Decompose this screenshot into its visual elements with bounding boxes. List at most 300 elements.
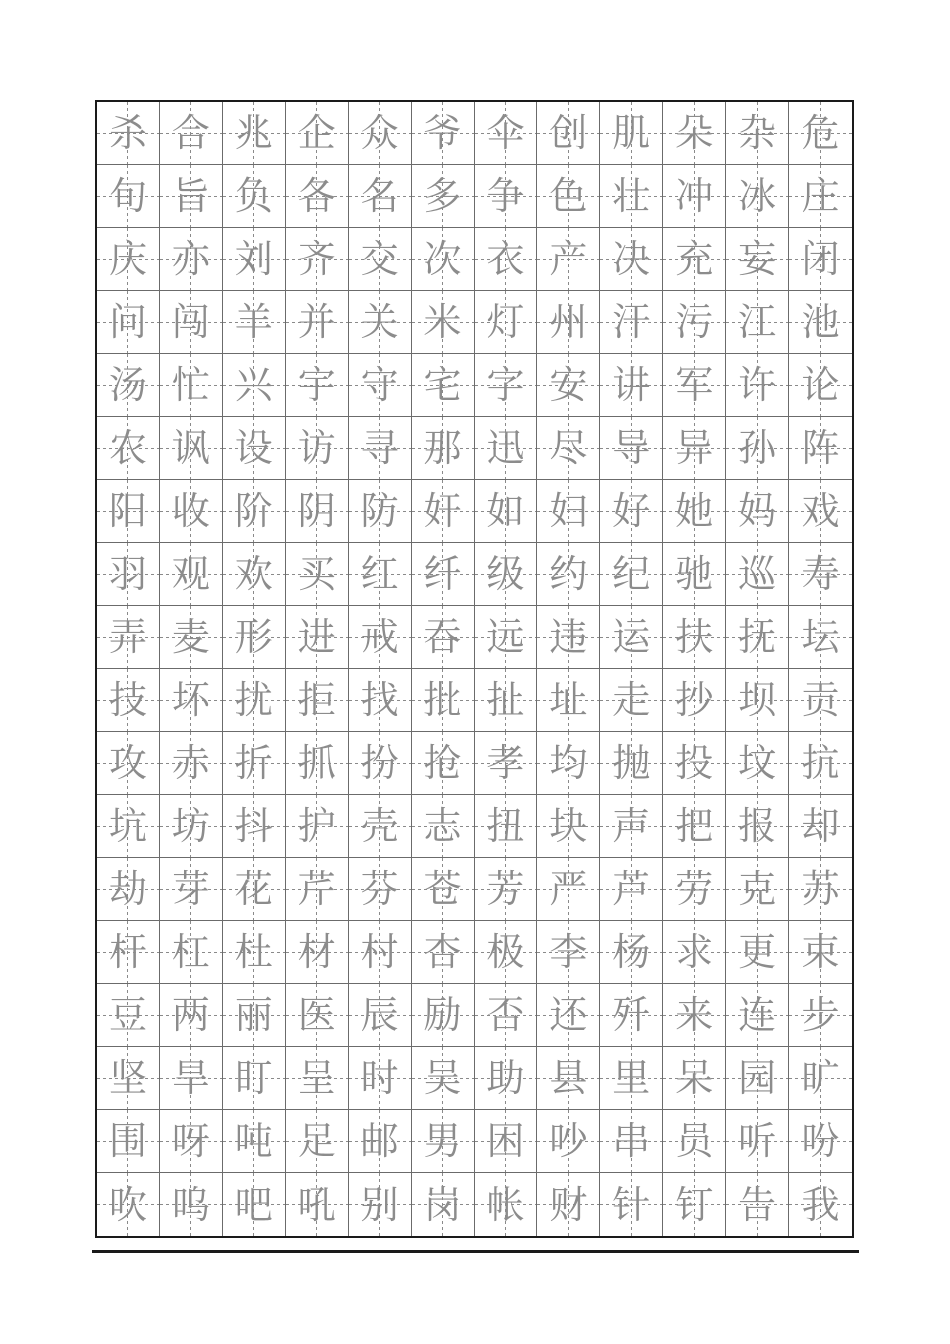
tracing-character: 设 bbox=[234, 426, 273, 470]
grid-cell bbox=[789, 732, 852, 795]
tracing-character: 驰 bbox=[675, 552, 714, 596]
grid-cell bbox=[663, 984, 726, 1047]
tracing-character: 扭 bbox=[486, 804, 525, 848]
grid-cell bbox=[412, 291, 475, 354]
grid-cell bbox=[663, 1173, 726, 1236]
tracing-character: 抖 bbox=[234, 804, 273, 848]
tracing-character: 坏 bbox=[171, 678, 210, 722]
tracing-character: 庆 bbox=[108, 237, 147, 281]
tracing-character: 池 bbox=[801, 300, 840, 344]
tracing-character: 钉 bbox=[675, 1182, 714, 1227]
grid-cell bbox=[600, 858, 663, 921]
grid-cell bbox=[663, 480, 726, 543]
tracing-character: 名 bbox=[360, 174, 399, 218]
tracing-character: 违 bbox=[549, 615, 588, 659]
grid-cell bbox=[663, 921, 726, 984]
tracing-character: 园 bbox=[738, 1056, 777, 1100]
grid-cell bbox=[412, 480, 475, 543]
tracing-character: 抚 bbox=[738, 615, 777, 659]
grid-cell bbox=[412, 165, 475, 228]
grid-cell bbox=[663, 606, 726, 669]
grid-cell bbox=[286, 291, 349, 354]
grid-cell bbox=[600, 732, 663, 795]
grid-cell bbox=[286, 354, 349, 417]
tracing-character: 苍 bbox=[423, 867, 462, 911]
grid-cell bbox=[475, 480, 538, 543]
grid-cell bbox=[475, 1110, 538, 1173]
grid-cell bbox=[475, 102, 538, 165]
grid-cell bbox=[223, 1110, 286, 1173]
grid-cell bbox=[349, 102, 412, 165]
tracing-character: 找 bbox=[360, 678, 399, 722]
tracing-character: 远 bbox=[486, 615, 525, 659]
tracing-character: 呈 bbox=[297, 1056, 336, 1100]
grid-cell bbox=[160, 858, 223, 921]
tracing-character: 创 bbox=[549, 111, 588, 155]
grid-cell bbox=[789, 1047, 852, 1110]
grid-cell bbox=[475, 984, 538, 1047]
grid-cell bbox=[412, 543, 475, 606]
grid-cell bbox=[600, 354, 663, 417]
grid-cell bbox=[286, 921, 349, 984]
grid-cell bbox=[349, 165, 412, 228]
tracing-character: 块 bbox=[549, 804, 588, 848]
grid-cell bbox=[223, 102, 286, 165]
tracing-character: 江 bbox=[738, 300, 777, 344]
grid-cell bbox=[286, 417, 349, 480]
grid-cell bbox=[160, 732, 223, 795]
tracing-character: 极 bbox=[486, 930, 525, 974]
tracing-character: 抓 bbox=[297, 741, 336, 785]
grid-cell bbox=[286, 1173, 349, 1236]
grid-cell bbox=[537, 543, 600, 606]
tracing-character: 充 bbox=[675, 237, 714, 281]
tracing-character: 麦 bbox=[171, 615, 210, 659]
grid-cell bbox=[286, 795, 349, 858]
tracing-character: 否 bbox=[486, 993, 525, 1037]
grid-cell bbox=[475, 165, 538, 228]
tracing-character: 助 bbox=[486, 1056, 525, 1100]
grid-cell bbox=[97, 291, 160, 354]
tracing-character: 志 bbox=[423, 804, 462, 848]
tracing-character: 亦 bbox=[171, 237, 210, 281]
grid-cell bbox=[286, 102, 349, 165]
tracing-character: 把 bbox=[675, 804, 714, 848]
tracing-character: 级 bbox=[486, 552, 525, 596]
tracing-character: 羽 bbox=[108, 552, 147, 596]
grid-cell bbox=[160, 228, 223, 291]
tracing-character: 抗 bbox=[801, 741, 840, 785]
grid-cell bbox=[412, 417, 475, 480]
grid-cell bbox=[97, 858, 160, 921]
grid-cell bbox=[349, 606, 412, 669]
grid-cell bbox=[537, 102, 600, 165]
grid-cell bbox=[537, 480, 600, 543]
tracing-character: 并 bbox=[297, 300, 336, 344]
grid-cell bbox=[223, 1173, 286, 1236]
tracing-character: 呀 bbox=[171, 1119, 210, 1163]
tracing-character: 观 bbox=[171, 552, 210, 596]
grid-cell bbox=[97, 1047, 160, 1110]
tracing-character: 辰 bbox=[360, 993, 399, 1037]
grid-cell bbox=[223, 354, 286, 417]
grid-cell bbox=[97, 921, 160, 984]
tracing-character: 字 bbox=[486, 363, 525, 407]
tracing-character: 技 bbox=[108, 678, 147, 722]
grid-cell bbox=[600, 669, 663, 732]
tracing-character: 争 bbox=[486, 174, 525, 218]
tracing-character: 拒 bbox=[297, 678, 336, 722]
grid-cell bbox=[475, 417, 538, 480]
grid-cell bbox=[663, 669, 726, 732]
tracing-character: 求 bbox=[675, 930, 714, 974]
grid-cell bbox=[789, 606, 852, 669]
grid-cell bbox=[726, 795, 789, 858]
tracing-character: 针 bbox=[612, 1182, 651, 1227]
tracing-character: 安 bbox=[549, 363, 588, 407]
grid-cell bbox=[160, 921, 223, 984]
grid-cell bbox=[537, 795, 600, 858]
grid-cell bbox=[726, 921, 789, 984]
tracing-character: 束 bbox=[801, 930, 840, 974]
tracing-character: 农 bbox=[108, 426, 147, 470]
grid-cell bbox=[600, 984, 663, 1047]
grid-cell bbox=[286, 984, 349, 1047]
grid-cell bbox=[726, 732, 789, 795]
grid-cell bbox=[412, 732, 475, 795]
grid-cell bbox=[160, 1173, 223, 1236]
tracing-character: 杏 bbox=[423, 930, 462, 974]
tracing-character: 坚 bbox=[108, 1056, 147, 1100]
tracing-character: 连 bbox=[738, 993, 777, 1037]
tracing-character: 邮 bbox=[360, 1119, 399, 1163]
tracing-character: 县 bbox=[549, 1056, 588, 1100]
grid-cell bbox=[412, 102, 475, 165]
tracing-character: 阴 bbox=[297, 489, 336, 533]
tracing-character: 壮 bbox=[612, 174, 651, 218]
grid-cell bbox=[286, 228, 349, 291]
grid-cell bbox=[726, 606, 789, 669]
grid-cell bbox=[160, 165, 223, 228]
tracing-character: 兆 bbox=[234, 111, 273, 155]
grid-cell bbox=[475, 921, 538, 984]
tracing-character: 芽 bbox=[171, 867, 210, 911]
tracing-character: 关 bbox=[360, 300, 399, 344]
tracing-character: 壳 bbox=[360, 804, 399, 848]
grid-cell bbox=[412, 795, 475, 858]
grid-cell bbox=[97, 669, 160, 732]
tracing-character: 朵 bbox=[675, 111, 714, 155]
grid-cell bbox=[663, 732, 726, 795]
tracing-character: 旱 bbox=[171, 1056, 210, 1100]
grid-cell bbox=[97, 606, 160, 669]
tracing-character: 闭 bbox=[801, 237, 840, 281]
tracing-character: 芹 bbox=[297, 867, 336, 911]
grid-cell bbox=[412, 606, 475, 669]
tracing-character: 阶 bbox=[234, 489, 273, 533]
grid-cell bbox=[349, 291, 412, 354]
tracing-character: 闯 bbox=[171, 300, 210, 344]
grid-cell bbox=[789, 1110, 852, 1173]
tracing-character: 赤 bbox=[171, 741, 210, 785]
grid-cell bbox=[537, 858, 600, 921]
grid-cell bbox=[537, 1173, 600, 1236]
grid-cell bbox=[286, 732, 349, 795]
tracing-character: 导 bbox=[612, 426, 651, 470]
tracing-character: 讽 bbox=[171, 426, 210, 470]
tracing-character: 杆 bbox=[108, 930, 147, 974]
grid-cell bbox=[349, 417, 412, 480]
grid-cell bbox=[286, 1110, 349, 1173]
bottom-rule bbox=[92, 1250, 859, 1253]
grid-cell bbox=[412, 1173, 475, 1236]
grid-cell bbox=[349, 1047, 412, 1110]
tracing-character: 红 bbox=[360, 552, 399, 596]
tracing-character: 伞 bbox=[486, 111, 525, 155]
tracing-character: 花 bbox=[234, 867, 273, 911]
tracing-character: 串 bbox=[612, 1119, 651, 1163]
tracing-character: 冰 bbox=[738, 174, 777, 218]
grid-cell bbox=[349, 1173, 412, 1236]
grid-cell bbox=[97, 228, 160, 291]
tracing-character: 员 bbox=[675, 1119, 714, 1163]
tracing-character: 妄 bbox=[738, 237, 777, 281]
grid-cell bbox=[600, 606, 663, 669]
tracing-character: 投 bbox=[675, 741, 714, 785]
grid-cell bbox=[726, 417, 789, 480]
tracing-character: 时 bbox=[360, 1056, 399, 1100]
tracing-grid bbox=[95, 100, 854, 1238]
tracing-character: 肌 bbox=[612, 111, 651, 155]
tracing-character: 如 bbox=[486, 489, 525, 533]
tracing-character: 呜 bbox=[171, 1182, 210, 1227]
grid-cell bbox=[286, 480, 349, 543]
grid-cell bbox=[726, 354, 789, 417]
grid-cell bbox=[286, 669, 349, 732]
grid-cell bbox=[663, 291, 726, 354]
tracing-character: 进 bbox=[297, 615, 336, 659]
tracing-character: 纤 bbox=[423, 552, 462, 596]
grid-cell bbox=[537, 291, 600, 354]
tracing-character: 异 bbox=[675, 426, 714, 470]
grid-cell bbox=[349, 480, 412, 543]
tracing-character: 庄 bbox=[801, 174, 840, 218]
grid-cell bbox=[726, 165, 789, 228]
grid-cell bbox=[475, 1047, 538, 1110]
tracing-character: 李 bbox=[549, 930, 588, 974]
grid-cell bbox=[286, 606, 349, 669]
grid-cell bbox=[160, 543, 223, 606]
grid-cell bbox=[349, 921, 412, 984]
tracing-character: 合 bbox=[171, 111, 210, 155]
grid-cell bbox=[349, 1110, 412, 1173]
grid-cell bbox=[97, 732, 160, 795]
tracing-character: 交 bbox=[360, 237, 399, 281]
grid-cell bbox=[600, 165, 663, 228]
grid-cell bbox=[223, 795, 286, 858]
grid-cell bbox=[726, 858, 789, 921]
grid-cell bbox=[789, 165, 852, 228]
grid-cell bbox=[537, 921, 600, 984]
grid-cell bbox=[726, 291, 789, 354]
tracing-character: 羊 bbox=[234, 300, 273, 344]
grid-cell bbox=[537, 1110, 600, 1173]
grid-cell bbox=[97, 417, 160, 480]
tracing-character: 围 bbox=[108, 1119, 147, 1163]
tracing-character: 防 bbox=[360, 489, 399, 533]
tracing-character: 运 bbox=[612, 615, 651, 659]
grid-cell bbox=[600, 1047, 663, 1110]
tracing-character: 抛 bbox=[612, 741, 651, 785]
tracing-character: 守 bbox=[360, 363, 399, 407]
tracing-character: 励 bbox=[423, 993, 462, 1037]
tracing-character: 阳 bbox=[108, 489, 147, 533]
tracing-character: 奸 bbox=[423, 489, 462, 533]
tracing-character: 豆 bbox=[108, 993, 147, 1037]
grid-cell bbox=[726, 1173, 789, 1236]
grid-cell bbox=[789, 543, 852, 606]
tracing-character: 芬 bbox=[360, 867, 399, 911]
grid-cell bbox=[286, 858, 349, 921]
tracing-character: 收 bbox=[171, 489, 210, 533]
tracing-character: 负 bbox=[234, 174, 273, 218]
grid-cell bbox=[412, 984, 475, 1047]
grid-cell bbox=[97, 543, 160, 606]
grid-cell bbox=[475, 669, 538, 732]
grid-cell bbox=[663, 1047, 726, 1110]
tracing-character: 困 bbox=[486, 1119, 525, 1163]
tracing-character: 克 bbox=[738, 867, 777, 911]
grid-cell bbox=[600, 795, 663, 858]
grid-cell bbox=[475, 795, 538, 858]
tracing-character: 杨 bbox=[612, 930, 651, 974]
grid-cell bbox=[600, 291, 663, 354]
grid-cell bbox=[160, 1047, 223, 1110]
grid-cell bbox=[663, 543, 726, 606]
tracing-character: 污 bbox=[675, 300, 714, 344]
grid-cell bbox=[223, 228, 286, 291]
grid-cell bbox=[789, 417, 852, 480]
grid-cell bbox=[600, 1173, 663, 1236]
grid-cell bbox=[160, 354, 223, 417]
tracing-character: 衣 bbox=[486, 237, 525, 281]
tracing-character: 欢 bbox=[234, 552, 273, 596]
grid-cell bbox=[537, 984, 600, 1047]
grid-cell bbox=[600, 1110, 663, 1173]
tracing-character: 访 bbox=[297, 426, 336, 470]
tracing-character: 孝 bbox=[486, 741, 525, 785]
grid-cell bbox=[223, 732, 286, 795]
grid-cell bbox=[412, 1110, 475, 1173]
tracing-character: 足 bbox=[297, 1119, 336, 1163]
grid-cell bbox=[160, 1110, 223, 1173]
grid-cell bbox=[537, 669, 600, 732]
grid-cell bbox=[475, 732, 538, 795]
grid-cell bbox=[160, 291, 223, 354]
tracing-character: 抄 bbox=[675, 678, 714, 722]
tracing-character: 苏 bbox=[801, 867, 840, 911]
tracing-character: 问 bbox=[108, 300, 147, 344]
tracing-character: 约 bbox=[549, 552, 588, 596]
tracing-character: 军 bbox=[675, 363, 714, 407]
tracing-character: 汗 bbox=[612, 300, 651, 344]
grid-cell bbox=[223, 669, 286, 732]
tracing-character: 告 bbox=[738, 1182, 777, 1227]
tracing-character: 杀 bbox=[108, 111, 147, 155]
grid-cell bbox=[475, 291, 538, 354]
tracing-character: 吼 bbox=[297, 1182, 336, 1227]
grid-cell bbox=[537, 354, 600, 417]
grid-cell bbox=[349, 858, 412, 921]
tracing-character: 村 bbox=[360, 930, 399, 974]
grid-cell bbox=[726, 543, 789, 606]
grid-cell bbox=[97, 1173, 160, 1236]
tracing-character: 坛 bbox=[801, 615, 840, 659]
grid-cell bbox=[349, 732, 412, 795]
grid-cell bbox=[475, 1173, 538, 1236]
tracing-character: 齐 bbox=[297, 237, 336, 281]
grid-cell bbox=[789, 291, 852, 354]
tracing-character: 戏 bbox=[801, 489, 840, 533]
tracing-character: 旨 bbox=[171, 174, 210, 218]
grid-cell bbox=[349, 543, 412, 606]
tracing-character: 妈 bbox=[738, 489, 777, 533]
grid-cell bbox=[349, 228, 412, 291]
tracing-character: 冲 bbox=[675, 174, 714, 218]
grid-cell bbox=[223, 291, 286, 354]
tracing-character: 还 bbox=[549, 993, 588, 1037]
tracing-character: 戒 bbox=[360, 615, 399, 659]
tracing-character: 寻 bbox=[360, 426, 399, 470]
tracing-character: 次 bbox=[423, 237, 462, 281]
tracing-character: 扮 bbox=[360, 741, 399, 785]
grid-cell bbox=[600, 228, 663, 291]
tracing-character: 各 bbox=[297, 174, 336, 218]
tracing-character: 折 bbox=[234, 741, 273, 785]
tracing-character: 决 bbox=[612, 237, 651, 281]
tracing-character: 声 bbox=[612, 804, 651, 848]
grid-cell bbox=[726, 1047, 789, 1110]
tracing-character: 呆 bbox=[675, 1056, 714, 1100]
tracing-character: 杂 bbox=[738, 111, 777, 155]
tracing-character: 扯 bbox=[486, 678, 525, 722]
tracing-character: 旬 bbox=[108, 174, 147, 218]
tracing-character: 护 bbox=[297, 804, 336, 848]
grid-cell bbox=[475, 858, 538, 921]
grid-cell bbox=[160, 669, 223, 732]
tracing-character: 址 bbox=[549, 678, 588, 722]
tracing-character: 里 bbox=[612, 1056, 651, 1100]
tracing-character: 男 bbox=[423, 1119, 462, 1163]
grid-cell bbox=[412, 228, 475, 291]
tracing-character: 妇 bbox=[549, 489, 588, 533]
grid-cell bbox=[663, 417, 726, 480]
tracing-character: 坝 bbox=[738, 678, 777, 722]
tracing-character: 抢 bbox=[423, 741, 462, 785]
grid-cell bbox=[537, 165, 600, 228]
tracing-character: 盯 bbox=[234, 1056, 273, 1100]
grid-cell bbox=[789, 795, 852, 858]
tracing-character: 吵 bbox=[549, 1119, 588, 1163]
tracing-character: 均 bbox=[549, 741, 588, 785]
grid-cell bbox=[726, 480, 789, 543]
grid-cell bbox=[412, 1047, 475, 1110]
grid-cell bbox=[97, 795, 160, 858]
grid-cell bbox=[663, 1110, 726, 1173]
tracing-character: 步 bbox=[801, 993, 840, 1037]
grid-cell bbox=[97, 984, 160, 1047]
tracing-character: 纪 bbox=[612, 552, 651, 596]
